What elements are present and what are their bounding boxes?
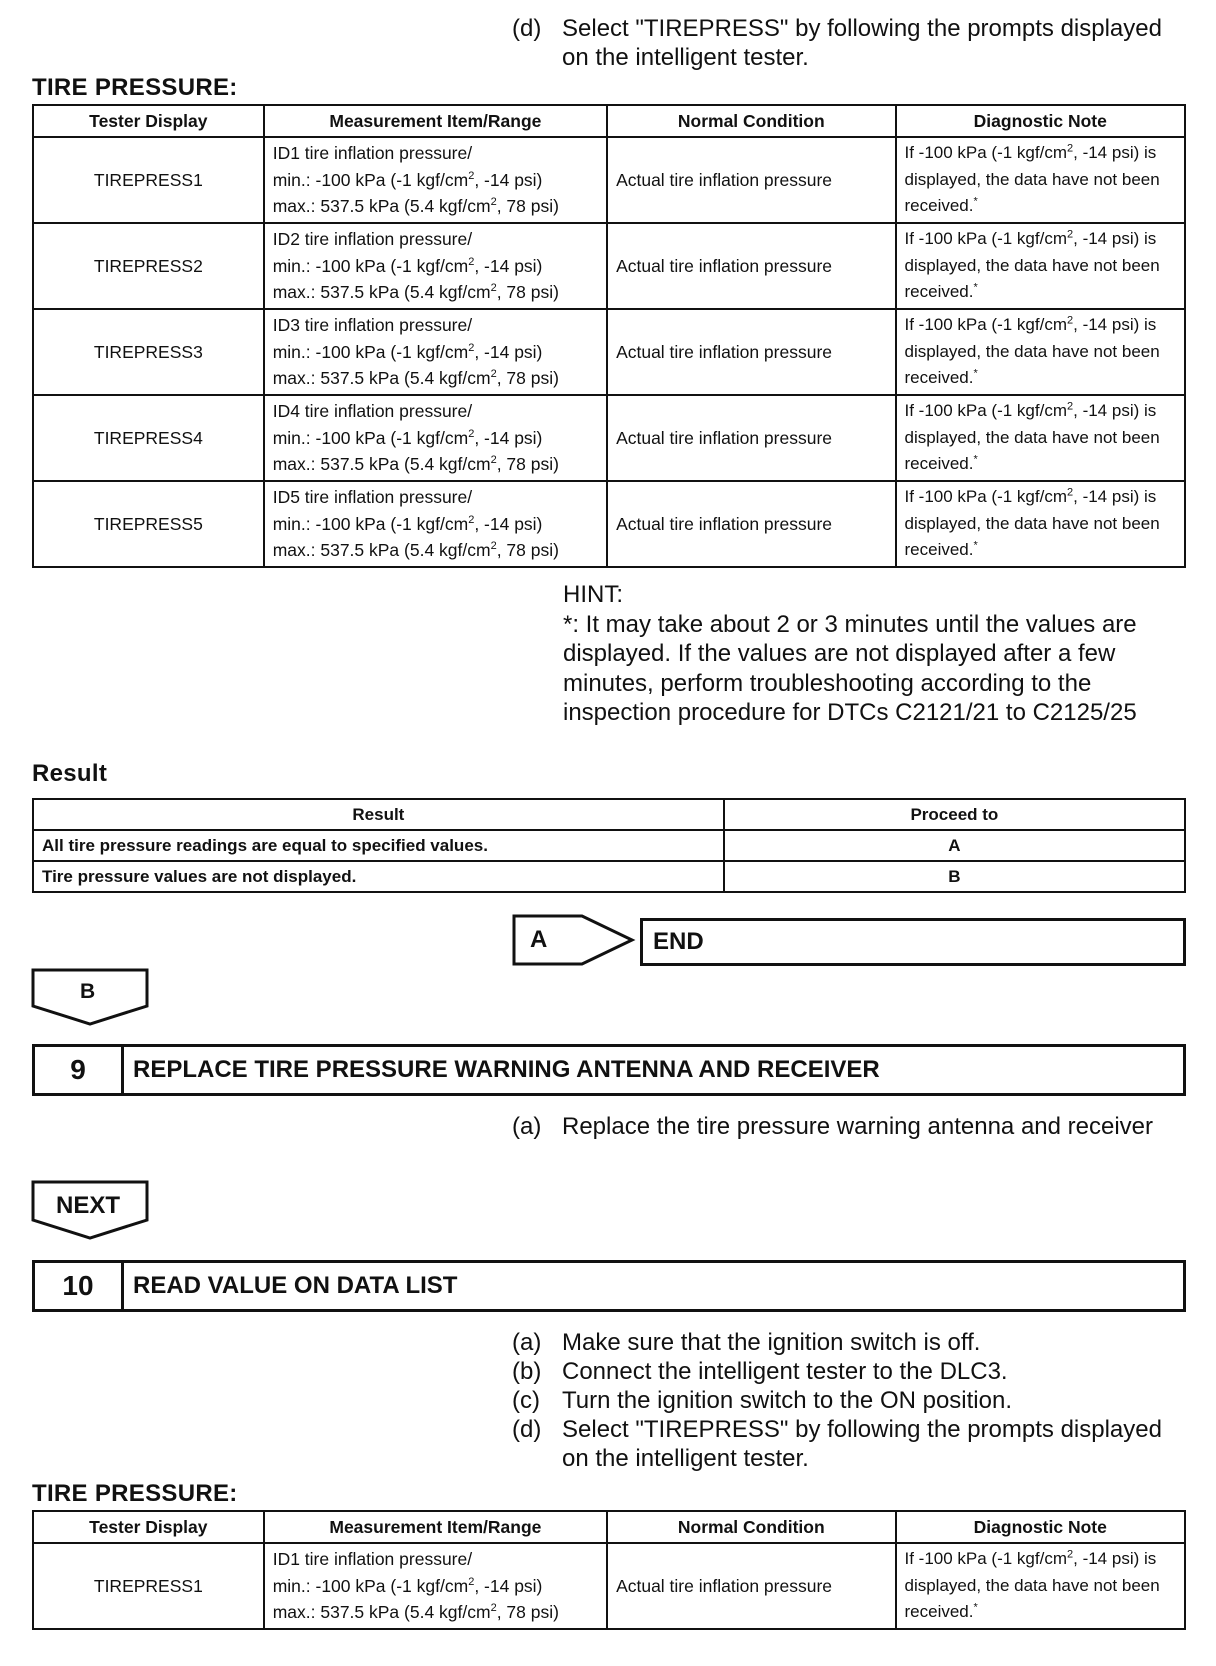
column-header: Measurement Item/Range	[264, 1511, 607, 1543]
step-label: (d)	[512, 1416, 542, 1443]
diagnostic-note-cell: If -100 kPa (-1 kgf/$cm^2$, -14 psi) is displayed, the data have not been received.*	[896, 223, 1186, 309]
step-title: READ VALUE ON DATA LIST	[133, 1272, 458, 1299]
column-header: Diagnostic Note	[896, 105, 1186, 137]
measurement-cell: ID5 tire inflation pressure/ min.: -100 kPa (-1 kgf/$cm^2$, -14 psi) max.: 537.5 kPa (5.4 kgf/$cm^2$, 78 psi)	[264, 481, 607, 567]
column-header: Tester Display	[33, 105, 264, 137]
b-arrow-label: B	[80, 980, 96, 1003]
step-10-box	[32, 1260, 1186, 1312]
end-label: END	[653, 928, 704, 955]
normal-condition-cell: Actual tire inflation pressure	[607, 395, 895, 481]
hint-block	[563, 580, 1163, 728]
normal-condition-cell: Actual tire inflation pressure	[607, 223, 895, 309]
result-title: Result	[32, 760, 108, 787]
step-number: 10	[35, 1263, 124, 1309]
tester-display-cell: TIREPRESS2	[33, 223, 264, 309]
tester-display-cell: TIREPRESS1	[33, 1543, 264, 1629]
normal-condition-cell: Actual tire inflation pressure	[607, 1543, 895, 1629]
table-row	[33, 1543, 1185, 1629]
step-label: (a)	[512, 1329, 542, 1356]
diagnostic-note-cell: If -100 kPa (-1 kgf/$cm^2$, -14 psi) is displayed, the data have not been received.*	[896, 395, 1186, 481]
measurement-cell: ID1 tire inflation pressure/ min.: -100 kPa (-1 kgf/$cm^2$, -14 psi) max.: 537.5 kPa (5.4 kgf/$cm^2$, 78 psi)	[264, 1543, 607, 1629]
column-header: Normal Condition	[607, 1511, 895, 1543]
table-title: TIRE PRESSURE:	[32, 74, 238, 101]
step-label: (b)	[512, 1358, 542, 1385]
measurement-cell: ID3 tire inflation pressure/ min.: -100 kPa (-1 kgf/$cm^2$, -14 psi) max.: 537.5 kPa (5.4 kgf/$cm^2$, 78 psi)	[264, 309, 607, 395]
table-title: TIRE PRESSURE:	[32, 1480, 238, 1507]
measurement-cell: ID4 tire inflation pressure/ min.: -100 kPa (-1 kgf/$cm^2$, -14 psi) max.: 537.5 kPa (5.4 kgf/$cm^2$, 78 psi)	[264, 395, 607, 481]
step-label: (c)	[512, 1387, 540, 1414]
table-header-row	[33, 1511, 1185, 1543]
step-text: Turn the ignition switch to the ON position.	[562, 1387, 1012, 1414]
table-row	[33, 481, 1185, 567]
diagnostic-note-cell: If -100 kPa (-1 kgf/$cm^2$, -14 psi) is displayed, the data have not been received.*	[896, 309, 1186, 395]
tester-display-cell: TIREPRESS1	[33, 137, 264, 223]
result-header-row	[33, 799, 1185, 830]
table-row	[33, 395, 1185, 481]
step-text: Select "TIREPRESS" by following the prompts displayed on the intelligent tester.	[562, 15, 1162, 71]
proceed-cell: B	[724, 861, 1185, 892]
table-row	[33, 309, 1185, 395]
measurement-cell: ID2 tire inflation pressure/ min.: -100 kPa (-1 kgf/$cm^2$, -14 psi) max.: 537.5 kPa (5.4 kgf/$cm^2$, 78 psi)	[264, 223, 607, 309]
step-text: Select "TIREPRESS" by following the prompts displayed on the intelligent tester.	[562, 1416, 1162, 1472]
result-column-header: Result	[33, 799, 724, 830]
step-number: 9	[35, 1047, 124, 1093]
step-text: Connect the intelligent tester to the DLC3.	[562, 1358, 1008, 1385]
normal-condition-cell: Actual tire inflation pressure	[607, 137, 895, 223]
measurement-cell: ID1 tire inflation pressure/ min.: -100 kPa (-1 kgf/$cm^2$, -14 psi) max.: 537.5 kPa (5.4 kgf/$cm^2$, 78 psi)	[264, 137, 607, 223]
tire-pressure-table	[32, 104, 1186, 568]
diagnostic-note-cell: If -100 kPa (-1 kgf/$cm^2$, -14 psi) is displayed, the data have not been received.*	[896, 137, 1186, 223]
result-row	[33, 861, 1185, 892]
diagnostic-note-cell: If -100 kPa (-1 kgf/$cm^2$, -14 psi) is displayed, the data have not been received.*	[896, 481, 1186, 567]
result-cell: All tire pressure readings are equal to specified values.	[33, 830, 724, 861]
hint-line: displayed. If the values are not displayed after a few	[563, 640, 1116, 667]
step-label: (d)	[512, 15, 542, 42]
hint-line: minutes, perform troubleshooting according to the	[563, 669, 1092, 697]
result-row	[33, 830, 1185, 861]
proceed-column-header: Proceed to	[724, 799, 1185, 830]
table-row	[33, 137, 1185, 223]
normal-condition-cell: Actual tire inflation pressure	[607, 481, 895, 567]
tester-display-cell: TIREPRESS5	[33, 481, 264, 567]
diagnostic-note-cell: If -100 kPa (-1 kgf/$cm^2$, -14 psi) is displayed, the data have not been received.*	[896, 1543, 1186, 1629]
result-table	[32, 798, 1186, 893]
column-header: Diagnostic Note	[896, 1511, 1186, 1543]
column-header: Measurement Item/Range	[264, 105, 607, 137]
step-label: (a)	[512, 1113, 542, 1140]
column-header: Normal Condition	[607, 105, 895, 137]
normal-condition-cell: Actual tire inflation pressure	[607, 309, 895, 395]
tester-display-cell: TIREPRESS3	[33, 309, 264, 395]
hint-line: *: It may take about 2 or 3 minutes until the values are	[563, 610, 1137, 638]
step-text: Make sure that the ignition switch is off.	[562, 1329, 981, 1356]
step-9-box	[32, 1044, 1186, 1096]
proceed-cell: A	[724, 830, 1185, 861]
hint-title: HINT:	[563, 581, 623, 608]
end-box	[640, 918, 1186, 966]
step-text: Replace the tire pressure warning antenna and receiver	[562, 1113, 1154, 1140]
tire-pressure-table-2	[32, 1510, 1186, 1630]
table-header-row	[33, 105, 1185, 137]
result-cell: Tire pressure values are not displayed.	[33, 861, 724, 892]
a-arrow-label: A	[530, 926, 548, 953]
column-header: Tester Display	[33, 1511, 264, 1543]
step-title: REPLACE TIRE PRESSURE WARNING ANTENNA AND RECEIVER	[133, 1056, 880, 1083]
hint-line: inspection procedure for DTCs C2121/21 to C2125/25	[563, 699, 1137, 726]
table-row	[33, 223, 1185, 309]
tester-display-cell: TIREPRESS4	[33, 395, 264, 481]
next-arrow-label: NEXT	[56, 1192, 121, 1219]
